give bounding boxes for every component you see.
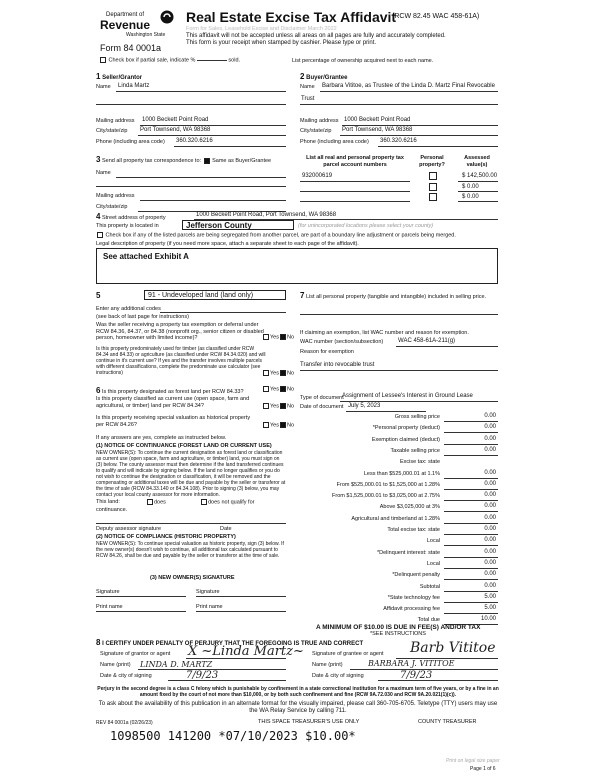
does-checkbox[interactable] xyxy=(147,499,153,505)
buyer-heading: 2 Buyer/Grantee xyxy=(300,72,348,81)
seller-city-label: City/state/zip xyxy=(96,128,128,134)
notice-line2: This form is your receipt when stamped by cashier. Please type or print. xyxy=(186,40,377,46)
page-title: Real Estate Excise Tax Affidavit xyxy=(186,9,397,25)
buyer-phone-value[interactable]: 360.320.6216 xyxy=(380,138,417,144)
document-type-label: Type of document xyxy=(300,395,344,401)
calc-row-label: Taxable selling price xyxy=(390,448,440,454)
document-date-value[interactable]: July 5, 2023 xyxy=(348,403,381,409)
calc-row-value[interactable]: 0.00 xyxy=(484,526,496,532)
calc-row-value[interactable]: 0.00 xyxy=(484,549,496,555)
calc-row-value[interactable]: 0.00 xyxy=(484,560,496,566)
grantee-signature-label: Signature of grantee or agent xyxy=(312,651,384,657)
section3-city-label: City/state/zip xyxy=(96,204,128,210)
county-treasurer-label: COUNTY TREASURER xyxy=(418,719,477,725)
minimum-due-note: A MINIMUM OF $10.00 IS DUE IN FEE(S) AND/OR TAX xyxy=(316,624,481,631)
grantor-signature-label: Signature of grantor or agent xyxy=(100,651,171,657)
timber-yes-no: Yes No xyxy=(262,370,294,377)
county-select[interactable] xyxy=(182,220,294,230)
grantor-name-label: Name (print) xyxy=(100,662,131,668)
rev-form-number: REV 84 0001a (02/26/23) xyxy=(96,720,153,726)
exemption-no-checkbox[interactable] xyxy=(280,334,286,340)
grantee-name-label: Name (print) xyxy=(312,662,343,668)
calc-row-label: Affidavit processing fee xyxy=(383,606,440,612)
deputy-signature-label: Deputy assessor signature xyxy=(96,526,162,532)
calc-row-label: Total due xyxy=(417,617,440,623)
dept-revenue: Revenue xyxy=(100,18,151,32)
faded-form-line: Form for Sales, Leasehold Excise and Disclaimer March 2022 xyxy=(186,26,337,32)
new-owner-print-name-label-2: Print name xyxy=(196,604,223,610)
historic-yes-checkbox[interactable] xyxy=(263,422,269,428)
segregated-checkbox[interactable] xyxy=(97,232,103,238)
ownership-percentage-note: List percentage of ownership acquired next to each name. xyxy=(292,58,434,64)
seller-name-value[interactable]: Linda Martz xyxy=(118,83,150,89)
exemption-yes-no: Yes No xyxy=(262,334,294,341)
continuance-label: continuance. xyxy=(96,507,128,513)
calc-row-value[interactable]: 0.00 xyxy=(484,537,496,543)
parcels-col-header: List all real and personal property tax parcel account numbers xyxy=(306,155,404,168)
assessed-value[interactable]: $ 142,500.00 xyxy=(462,173,498,179)
unincorporated-note: (for unincorporated locations please select your county) xyxy=(298,223,434,229)
grantee-name-value[interactable]: BARBARA J. VITITOE xyxy=(368,659,455,668)
buyer-name-label: Name xyxy=(300,84,315,90)
forest-yes-no: Yes No xyxy=(262,386,294,393)
buyer-name-value-line2[interactable]: Trust xyxy=(301,96,315,102)
calc-row-label: *Delinquent penalty xyxy=(392,572,440,578)
buyer-city-label: City/state/zip xyxy=(300,128,332,134)
calc-row-label: Gross selling price xyxy=(394,414,440,420)
historic-no-checkbox[interactable] xyxy=(280,422,286,428)
section3-mailing-label: Mailing address xyxy=(96,193,135,199)
exemption-yes-checkbox[interactable] xyxy=(263,334,269,340)
personal-property-list-label: 7 List all personal property (tangible and intangible) included in selling price. xyxy=(300,291,487,300)
land-use-select[interactable] xyxy=(144,290,286,300)
calc-row-value[interactable]: 0.00 xyxy=(484,424,496,430)
new-owner-signature-heading: (3) NEW OWNER(S) SIGNATURE xyxy=(150,575,235,581)
partial-sale-suffix: sold. xyxy=(228,57,241,64)
calc-row-label: Above $3,025,000 at 3% xyxy=(379,504,440,510)
title-citation: (RCW 82.45 WAC 458-61A) xyxy=(392,13,480,20)
personal-property-checkbox[interactable] xyxy=(429,193,437,201)
calc-row-value[interactable]: 5.00 xyxy=(484,605,496,611)
buyer-phone-label: Phone (including area code) xyxy=(300,139,369,145)
calc-row-label: Total excise tax: state xyxy=(387,527,440,533)
treasurer-use-label: THIS SPACE TREASURER'S USE ONLY xyxy=(258,719,360,725)
located-in-label: This property is located in xyxy=(96,223,159,229)
current-use-yes-no: Yes No xyxy=(262,403,294,410)
county-value: Jefferson County xyxy=(186,221,252,230)
seller-mailing-value[interactable]: 1000 Beckett Point Road xyxy=(142,117,209,123)
grantee-date-value[interactable]: 7/9/23 xyxy=(400,670,433,681)
historic-yes-no: Yes No xyxy=(262,422,294,429)
current-use-no-checkbox[interactable] xyxy=(280,403,286,409)
grantor-date-label: Date & city of signing xyxy=(100,673,152,679)
grantee-date-label: Date & city of signing xyxy=(312,673,364,679)
calc-row-value[interactable]: 0.00 xyxy=(484,447,496,453)
calc-row-label: Local xyxy=(426,561,440,567)
wac-number-label: WAC number (section/subsection) xyxy=(300,339,384,345)
partial-sale-label: Check box if partial sale, indicate % xyxy=(108,57,196,64)
this-land-label: This land: xyxy=(96,499,120,505)
dor-logo xyxy=(100,8,176,60)
page-number: Page 1 of 6 xyxy=(470,766,496,772)
buyer-name-value[interactable]: Barbara Vititoe, as Trustee of the Linda D. Martz Final Revocable xyxy=(322,83,495,89)
seller-heading: 1 Seller/Grantor xyxy=(96,72,143,81)
calc-row-value[interactable]: 10.00 xyxy=(480,616,496,622)
exemption-question: Was the seller receiving a property tax exemption or deferral under RCW 84.36, 84.37, or 84.38 (nonprofit org., senior citizen or disabled person, homeowner with limited income)? xyxy=(96,322,264,341)
dept-state: Washington State xyxy=(126,32,166,38)
calc-row-value[interactable]: 0.00 xyxy=(484,515,496,521)
perjury-notice: Perjury in the second degree is a class C felony which is punishable by confinement in a state correctional institution for a maximum term of five years, or by a fine in an amount fixed by the court of not more than $10,000, or by both such confinement and fine (RCW 9A.72.030 and RCW 9A.20.021(1)(c)). xyxy=(97,686,499,698)
legal-description-value: See attached Exhibit A xyxy=(103,252,189,261)
current-use-question: Is this property classified as current use (open space, farm and agricultural, or timber) land per RCW 84.34? xyxy=(96,396,250,409)
current-use-yes-checkbox[interactable] xyxy=(263,403,269,409)
street-address-label: 4 Street address of property xyxy=(96,212,166,221)
treasurer-stamp: 1098500 141200 *07/10/2023 $10.00* xyxy=(110,729,356,743)
notice-continuance-title: (1) NOTICE OF CONTINUANCE (FOREST LAND OR CURRENT USE) xyxy=(96,443,272,449)
notice-compliance-title: (2) NOTICE OF COMPLIANCE (HISTORIC PROPERTY) xyxy=(96,534,236,540)
seller-name-label: Name xyxy=(96,84,111,90)
exemption-reason-value[interactable]: Transfer into revocable trust xyxy=(300,362,375,368)
calc-row-label: *State technology fee xyxy=(387,595,440,601)
partial-sale-row xyxy=(99,57,240,64)
dor-logo-icon xyxy=(160,10,174,24)
deputy-date-label: Date xyxy=(220,526,232,532)
calc-row-label: From $525,000.01 to $1,525,000 at 1.28% xyxy=(336,482,440,488)
calc-row-value[interactable]: 0.00 xyxy=(484,436,496,442)
exemption-claim-note: If claiming an exemption, list WAC number and reason for exemption. xyxy=(300,330,469,336)
land-use-value: 91 - Undeveloped land (land only) xyxy=(148,292,254,299)
legal-description-box[interactable] xyxy=(96,248,498,284)
partial-sale-percent-input[interactable] xyxy=(197,60,227,61)
same-as-buyer-checkbox[interactable] xyxy=(204,158,210,164)
calc-row-label: Local xyxy=(426,538,440,544)
calc-row-value[interactable]: 0.00 xyxy=(484,571,496,577)
partial-sale-checkbox[interactable] xyxy=(100,57,106,63)
buyer-mailing-label: Mailing address xyxy=(300,118,339,124)
calc-row-label: *Personal property (deduct) xyxy=(372,425,440,431)
dept-line1: Department of xyxy=(106,12,145,18)
exemption-reason-label: Reason for exemption xyxy=(300,349,354,355)
seller-phone-value[interactable]: 360.320.6216 xyxy=(176,138,213,144)
see-instructions-note: *SEE INSTRUCTIONS xyxy=(370,631,426,637)
segregated-row: Check box if any of the listed parcels are being segregated from another parcel, are part of a boundary line adjustment or parcels being merged. xyxy=(96,232,456,239)
document-type-value[interactable]: Assignment of Lessee's Interest in Ground Lease xyxy=(342,393,473,399)
notice-compliance-body: NEW OWNER(S): To continue special valuation as historic property, sign (3) below. If the new owner(s) doesn't wish to continue, all additional tax calculated pursuant to RCW 84.26, shall be due and payable by the seller or transferor at the time of sale. xyxy=(96,541,284,559)
does-not-option: does not qualify for xyxy=(200,499,254,506)
grantor-signature[interactable]: X ~Linda Martz~ xyxy=(188,644,304,659)
new-owner-signature-label-2: Signature xyxy=(196,589,220,595)
personal-property-checkbox[interactable] xyxy=(429,172,437,180)
form-number: Form 84 0001a xyxy=(100,43,162,53)
calc-row-value[interactable]: 0.00 xyxy=(484,413,496,419)
timber-question: Is this property predominately used for timber (as classified under RCW 84.34 and 84.33) or agriculture (as classified under RCW 84.34.020) and will continue in it's current use? If yes and the transfer involves multiple parcels with different classifications, complete the predominate use calculator (see instructions) xyxy=(96,346,266,376)
calc-row-label: Exemption claimed (deduct) xyxy=(371,437,440,443)
parcel-number[interactable]: 932000619 xyxy=(302,173,333,179)
new-owner-signature-label: Signature xyxy=(96,589,120,595)
buyer-mailing-value[interactable]: 1000 Beckett Point Road xyxy=(344,117,411,123)
wac-number-value[interactable]: WAC 458-61A-211(g) xyxy=(398,338,456,344)
seller-city-value[interactable]: Port Townsend, WA 98368 xyxy=(140,127,211,133)
grantor-name-value[interactable]: LINDA D. MARTZ xyxy=(140,660,213,669)
grantee-signature[interactable]: Barb Vititoe xyxy=(410,640,496,656)
forest-no-checkbox[interactable] xyxy=(280,386,286,392)
historic-question: Is this property receiving special valuation as historical property per RCW 84.26? xyxy=(96,415,251,428)
answers-yes-note: If any answers are yes, complete as instructed below. xyxy=(96,435,227,441)
calc-row-label: Agricultural and timberland at 1.28% xyxy=(351,516,440,522)
street-address-value[interactable]: 1000 Beckett Point Road, Port Townsend, WA 98368 xyxy=(196,212,337,218)
calc-row-label: *Delinquent interest: state xyxy=(377,550,440,556)
additional-codes-label: Enter any additional codes xyxy=(96,306,161,312)
buyer-city-value[interactable]: Port Townsend, WA 98368 xyxy=(342,127,413,133)
section3-heading: 3 Send all property tax correspondence to: Same as Buyer/Grantee xyxy=(96,155,272,164)
calc-row-value[interactable]: 0.00 xyxy=(484,503,496,509)
personal-property-col-header: Personal property? xyxy=(419,155,445,168)
timber-yes-checkbox[interactable] xyxy=(263,370,269,376)
notice-continuance-body: NEW OWNER(S): To continue the current designation as forest land or classification as current use (open space, farm and agriculture, or timber) land, you must sign on (3) below. The county assessor must then determine if the land transferred continues to qualify and will indicate by signing below. If the land no longer qualifies or you do not wish to continue the designation or classification, it will be removed and the compensating or additional taxes will be due and payable by the seller or transferor at the time of sale (RCW 84.33.140 or 84.34.108). Prior to signing (3) below, you may contact your local county assessor for more information. xyxy=(96,450,286,498)
additional-codes-note: (see back of last page for instructions) xyxy=(96,314,189,320)
calc-row-value[interactable]: 0.00 xyxy=(484,481,496,487)
calc-row-value[interactable]: 0.00 xyxy=(484,583,496,589)
calc-row-label: Less than $525,000.01 at 1.1% xyxy=(363,471,440,477)
print-size-note: Print on legal size paper xyxy=(446,758,500,764)
calc-row-label: Subtotal xyxy=(419,584,440,590)
does-not-checkbox[interactable] xyxy=(201,499,207,505)
personal-property-checkbox[interactable] xyxy=(429,183,437,191)
notice-line1: This affidavit will not be accepted unless all areas on all pages are fully and accurately completed. xyxy=(186,33,446,39)
section3-name-label: Name xyxy=(96,170,111,176)
accessibility-notice: To ask about the availability of this publication in an alternate format for the visually impaired, please call 360-705-6705. Teletype (TTY) users may use the WA Relay Service by calling 711. xyxy=(98,701,498,714)
seller-mailing-label: Mailing address xyxy=(96,118,135,124)
timber-no-checkbox[interactable] xyxy=(280,370,286,376)
new-owner-print-name-label: Print name xyxy=(96,604,123,610)
seller-phone-label: Phone (including area code) xyxy=(96,139,165,145)
calc-row-value[interactable]: 0.00 xyxy=(484,470,496,476)
forest-land-question: 6 Is this property designated as forest land per RCW 84.33? xyxy=(96,386,244,395)
calc-row-value[interactable]: 0.00 xyxy=(484,492,496,498)
forest-yes-checkbox[interactable] xyxy=(263,386,269,392)
calc-row-label: From $1,525,000.01 to $3,025,000 at 2.75% xyxy=(332,493,440,499)
certify-statement: 8 I CERTIFY UNDER PENALTY OF PERJURY THAT THE FOREGOING IS TRUE AND CORRECT xyxy=(96,638,364,647)
assessed-value[interactable]: $ 0.00 xyxy=(462,184,479,190)
calc-row-value[interactable]: 5.00 xyxy=(484,594,496,600)
legal-description-label: Legal description of property (if you need more space, attach a separate sheet to each page of the affidavit). xyxy=(96,241,359,247)
document-date-label: Date of document xyxy=(300,404,344,410)
section5-number: 5 xyxy=(96,291,101,300)
does-option: does xyxy=(146,499,166,506)
assessed-value[interactable]: $ 0.00 xyxy=(462,194,479,200)
assessed-value-col-header: Assessed value(s) xyxy=(464,155,490,168)
grantor-date-value[interactable]: 7/9/23 xyxy=(186,670,219,681)
calc-row-label: Excise tax: state xyxy=(399,459,440,465)
